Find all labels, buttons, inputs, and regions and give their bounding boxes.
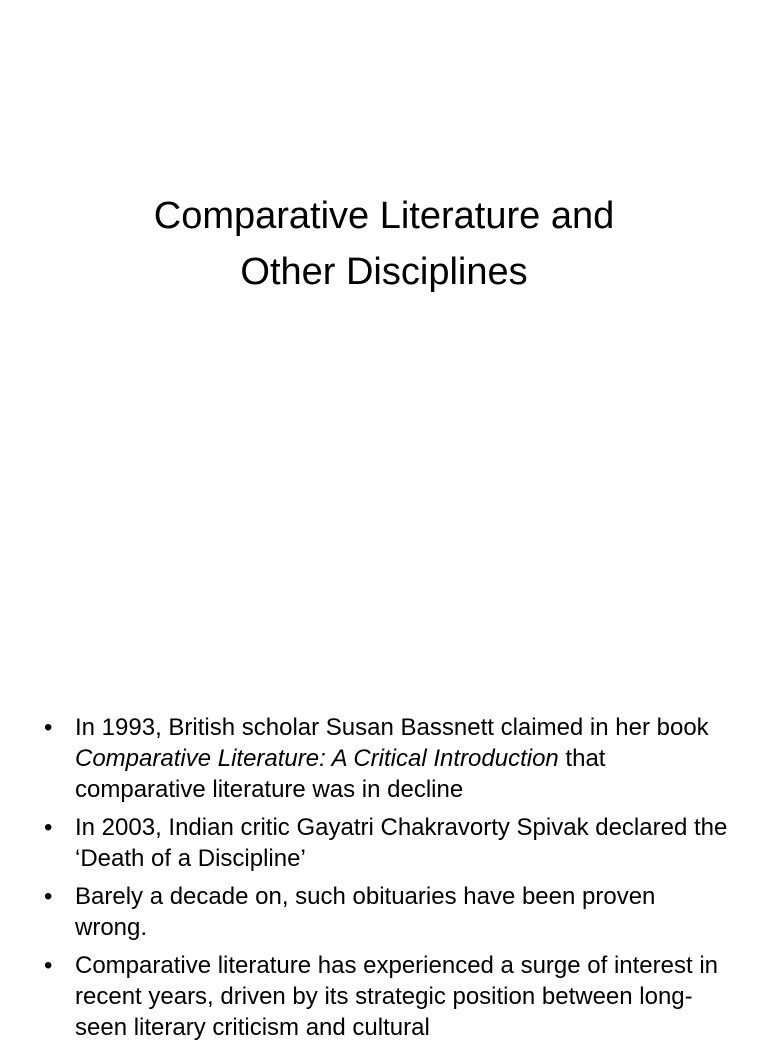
- bullet-dot-icon: •: [44, 883, 53, 910]
- bullet-text: Barely a decade on, such obituaries have been proven wrong.: [75, 883, 656, 941]
- bullet-text-before: In 1993, British scholar Susan Bassnett claimed in her book: [75, 714, 709, 741]
- bullet-text-after: that comparative literature was in decline: [75, 745, 606, 803]
- slide-title: [0, 188, 768, 300]
- bullet-item-1: [44, 712, 734, 805]
- bullet-item-3: [44, 881, 734, 943]
- bullet-item-2: [44, 812, 734, 874]
- bullet-item-4: [44, 950, 734, 1043]
- bullet-list: [44, 712, 734, 1050]
- bullet-dot-icon: •: [44, 814, 53, 841]
- bullet-dot-icon: •: [44, 952, 53, 979]
- bullet-text: Comparative literature has experienced a surge of interest in recent years, driven by its strategic position between long-seen literary criticism and cultural: [75, 952, 719, 1041]
- book-title: Comparative Literature: A Critical Introduction: [75, 745, 559, 772]
- bullet-dot-icon: •: [44, 714, 53, 741]
- bullet-text: In 2003, Indian critic Gayatri Chakravorty Spivak declared the ‘Death of a Discipline’: [75, 814, 728, 872]
- slide-title-line-1: Comparative Literature and: [153, 195, 615, 237]
- slide-title-line-2: Other Disciplines: [240, 251, 528, 293]
